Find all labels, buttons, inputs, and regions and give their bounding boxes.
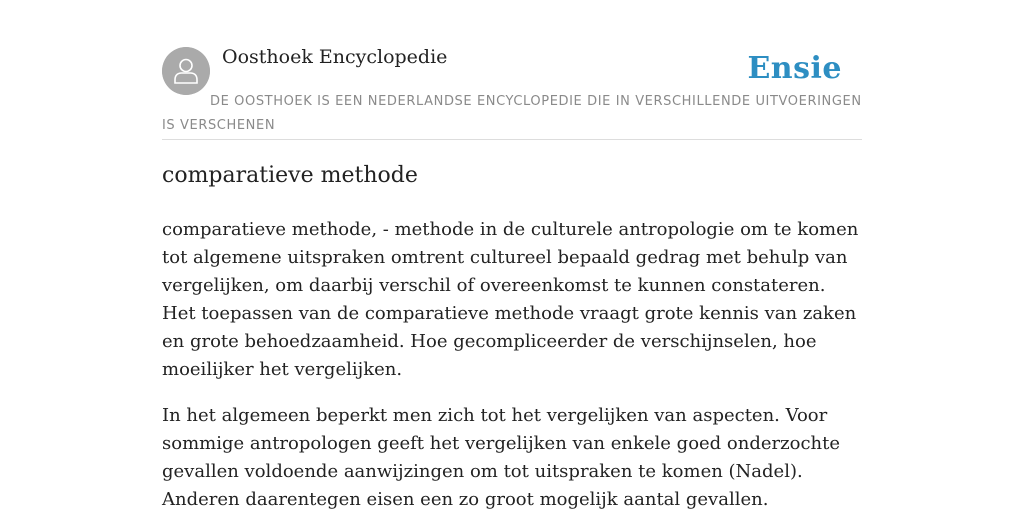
article-paragraph: comparatieve methode, - methode in de culturele antropologie om te komen tot algemene uitspraken omtrent cultureel bepaald gedrag met behulp van vergelijken, om daarbij verschil of overeenkomst te kunnen constateren. Het toepassen van de comparatieve methode vraagt grote kennis van zaken en grote behoedzaamheid. Hoe gecompliceerder de verschijnselen, hoe moeilijker het vergelijken.: [162, 219, 859, 380]
user-icon[interactable]: [162, 47, 210, 95]
page-container: [162, 0, 862, 510]
avatar-silhouette-icon: [162, 47, 210, 95]
encyclopedia-description: DE OOSTHOEK IS EEN NEDERLANDSE ENCYCLOPEDIE DIE IN VERSCHILLENDE UITVOERINGEN IS VERSCHENEN: [162, 94, 862, 133]
article-title: comparatieve methode: [162, 163, 418, 188]
ensie-logo[interactable]: Ensie: [747, 51, 842, 86]
encyclopedia-name-link[interactable]: Oosthoek Encyclopedie: [222, 46, 448, 68]
article-body: [162, 216, 862, 512]
article-paragraph: In het algemeen beperkt men zich tot het vergelijken van aspecten. Voor sommige antropologen geeft het vergelijken van enkele goed onderzochte gevallen voldoende aanwijzingen om tot uitspraken te komen (Nadel). Anderen daarentegen eisen een zo groot mogelijk aantal gevallen.: [162, 405, 841, 510]
encyclopedia-header: [162, 0, 862, 140]
